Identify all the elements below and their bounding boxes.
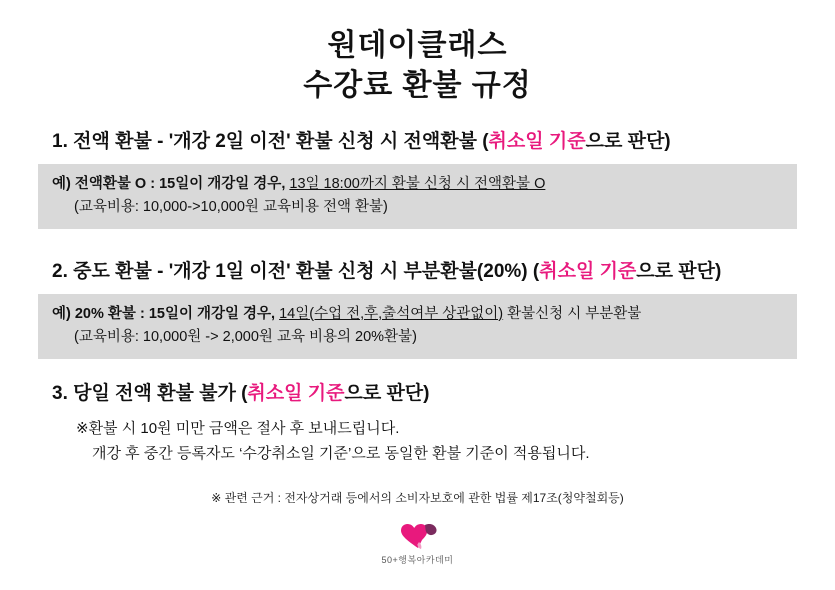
rule-2-heading-accent: 취소일 기준 (539, 261, 637, 283)
rule-1-heading-main: 1. 전액 환불 - '개강 2일 이전' 환불 신청 시 전액환불 ( (52, 131, 489, 153)
rule-1-heading-tail: 으로 판단) (585, 131, 671, 153)
rule-1-note-line-2: (교육비용: 10,000->10,000원 교육비용 전액 환불) (74, 199, 388, 216)
rule-3-sub (38, 416, 797, 467)
rule-3-heading-tail: 으로 판단) (344, 383, 430, 405)
rule-1-note-1b: 13일 18:00까지 환불 신청 시 (289, 175, 470, 192)
heart-logo-icon (395, 521, 441, 551)
rule-item-1 (38, 129, 797, 229)
rule-2-note-box (38, 294, 797, 359)
rule-2-note-line-2: (교육비용: 10,000원 -> 2,000원 교육 비용의 20%환불) (74, 329, 417, 346)
title-line-1: 원데이클래스 (327, 29, 508, 62)
rule-item-2 (38, 259, 797, 359)
rule-1-note-box (38, 164, 797, 229)
rule-item-3 (38, 381, 797, 467)
footer (0, 521, 835, 566)
rule-1-note-1c: 전액환불 O (469, 175, 546, 192)
rule-2-heading (38, 259, 797, 285)
rule-3-sub-line-1: ※환불 시 10원 미만 금액은 절사 후 보내드립니다. (76, 419, 400, 437)
rule-2-heading-main: 2. 중도 환불 - '개강 1일 이전' 환불 신청 시 부분환불(20%) ( (52, 261, 540, 283)
rule-1-note-1a: 예) 전액환불 O : 15일이 개강일 경우, (52, 175, 290, 192)
rule-3-heading-main: 3. 당일 전액 환불 불가 ( (52, 383, 248, 405)
rule-2-note-1a: 예) 20% 환불 : 15일이 개강일 경우, (52, 305, 280, 322)
logo-text: 50+행복아카데미 (381, 555, 454, 565)
rule-3-sub-line-2: 개강 후 중간 등록자도 ‘수강취소일 기준’으로 동일한 환불 기준이 적용됩니다. (92, 445, 590, 463)
rule-2-note-line-1 (52, 303, 783, 326)
rule-2-note-1c: 환불신청 시 부분환불 (503, 305, 642, 322)
rule-1-heading (38, 129, 797, 155)
rule-3-heading-accent: 취소일 기준 (247, 383, 345, 405)
spacer-1 (38, 229, 797, 259)
rule-2-heading-tail: 으로 판단) (636, 261, 722, 283)
rule-1-note-line-1 (52, 173, 783, 196)
rule-1-heading-accent: 취소일 기준 (488, 131, 586, 153)
rule-2-note-1b: 14일(수업 전,후,출석여부 상관없이) (279, 305, 504, 322)
spacer-2 (38, 359, 797, 381)
rules-list (24, 129, 811, 506)
legal-note: ※ 관련 근거 : 전자상거래 등에서의 소비자보호에 관한 법률 제17조(청약철회등) (211, 490, 624, 505)
title-line-2: 수강료 환불 규정 (303, 68, 532, 102)
rule-3-heading (38, 381, 797, 407)
page-title (24, 0, 811, 105)
